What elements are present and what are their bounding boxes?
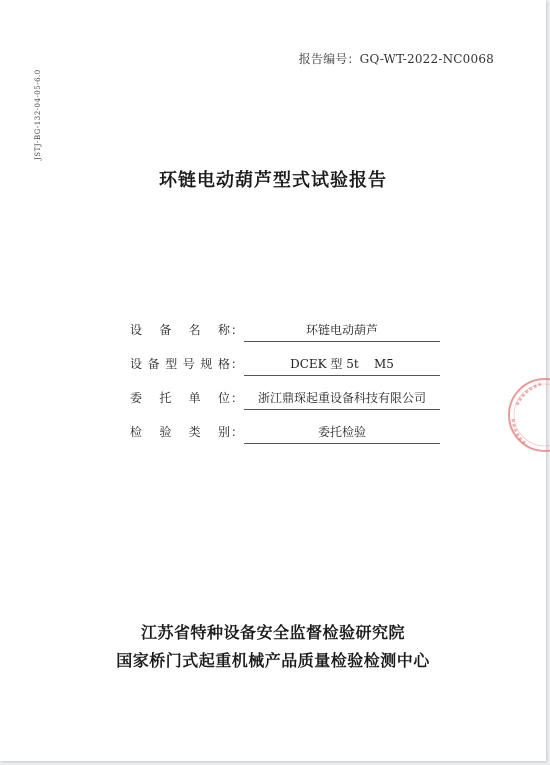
field-value: 环链电动葫芦 (244, 321, 440, 342)
field-value: DCEK 型 5t M5 (244, 355, 440, 376)
field-label: 检验类别 (130, 425, 230, 439)
field-value: 委托检验 (244, 423, 440, 444)
field-row-device-name (130, 308, 440, 342)
field-label: 设备名称 (130, 323, 230, 337)
organization-name-2: 国家桥门式起重机械产品质量检验检测中心 (116, 651, 430, 670)
official-seal-icon (505, 375, 550, 455)
field-colon: ： (230, 357, 243, 371)
field-colon: ： (230, 323, 243, 337)
field-row-inspection-type (130, 410, 440, 444)
field-label: 设备型号规格 (130, 357, 230, 371)
field-colon: ： (230, 425, 243, 439)
field-colon: ： (230, 391, 243, 405)
organization-name-1: 江苏省特种设备安全监督检验研究院 (140, 623, 405, 642)
report-title: 环链电动葫芦型式试验报告 (159, 170, 387, 191)
document-control-code: JSTJ-BG-132-04-05-6.0 (34, 69, 42, 160)
field-value: 浙江鼎琛起重设备科技有限公司 (244, 389, 440, 410)
field-label: 委托单位 (130, 391, 230, 405)
field-row-client (130, 376, 440, 410)
field-row-model (130, 342, 440, 376)
info-fields (130, 308, 440, 444)
report-number: 报告编号：GQ-WT-2022-NC0068 (298, 52, 494, 66)
